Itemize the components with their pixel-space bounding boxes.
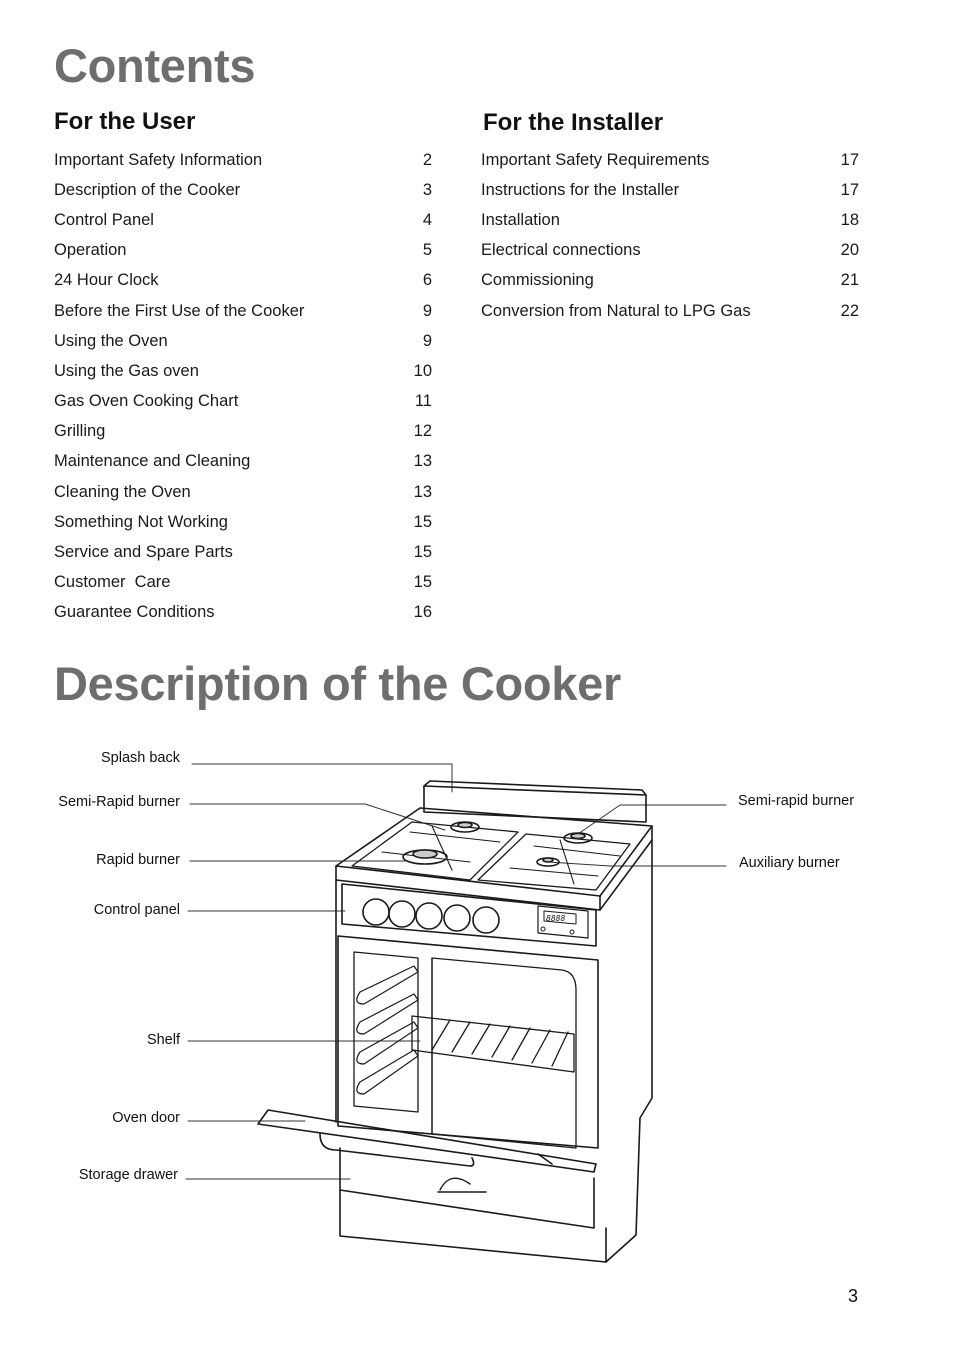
label-semi-rapid-burner-left: Semi-Rapid burner: [58, 794, 180, 810]
label-storage-drawer: Storage drawer: [78, 1167, 178, 1183]
toc-item-page: 18: [840, 210, 859, 229]
toc-item-page: 17: [840, 180, 859, 199]
label-shelf: Shelf: [146, 1032, 180, 1048]
toc-item-label: 24 Hour Clock: [54, 271, 159, 290]
toc-item-label: Commissioning: [481, 271, 594, 290]
label-rapid-burner: Rapid burner: [96, 852, 180, 868]
installer-section-heading: For the Installer: [483, 109, 664, 136]
toc-item-label: Customer Care: [54, 573, 171, 592]
installer-toc-list: [481, 145, 859, 326]
toc-item-label: Instructions for the Installer: [481, 180, 680, 199]
toc-item-page: 20: [840, 241, 859, 260]
control-panel-shape: [342, 884, 596, 946]
description-title: Description of the Cooker: [54, 657, 622, 710]
toc-item[interactable]: [54, 205, 432, 235]
toc-item[interactable]: [54, 236, 432, 266]
toc-item[interactable]: [54, 568, 432, 598]
toc-item-label: Using the Oven: [54, 331, 168, 350]
toc-item-label: Important Safety Information: [54, 150, 263, 169]
toc-item[interactable]: [54, 145, 432, 175]
toc-item-page: 3: [422, 180, 432, 199]
label-splash-back: Splash back: [101, 750, 180, 766]
toc-item-label: Conversion from Natural to LPG Gas: [481, 301, 751, 320]
toc-item-page: 21: [840, 271, 859, 290]
toc-item[interactable]: [54, 477, 432, 507]
toc-item[interactable]: [481, 236, 859, 266]
toc-item-label: Operation: [54, 241, 127, 260]
toc-item-label: Electrical connections: [481, 241, 641, 260]
user-toc-list: [54, 145, 432, 628]
toc-item[interactable]: [54, 447, 432, 477]
toc-item[interactable]: [481, 205, 859, 235]
toc-item[interactable]: [481, 266, 859, 296]
toc-item-label: Something Not Working: [54, 512, 228, 531]
toc-item-label: Guarantee Conditions: [54, 603, 215, 622]
toc-item-page: 22: [840, 301, 859, 320]
toc-item-label: Grilling: [54, 422, 106, 441]
user-section-heading: For the User: [54, 108, 196, 135]
toc-item-page: 13: [413, 482, 432, 501]
toc-item[interactable]: [54, 598, 432, 628]
toc-item-label: Cleaning the Oven: [54, 482, 191, 501]
clock-display-text: 8888: [546, 914, 566, 923]
toc-item-page: 2: [422, 150, 432, 169]
toc-item-label: Description of the Cooker: [54, 180, 241, 199]
toc-item[interactable]: [54, 356, 432, 386]
toc-item[interactable]: [54, 175, 432, 205]
label-control-panel: Control panel: [93, 902, 180, 918]
oven-cavity-shape: [338, 936, 598, 1148]
toc-item[interactable]: [54, 387, 432, 417]
toc-item-page: 15: [413, 573, 432, 592]
toc-item-label: Before the First Use of the Cooker: [54, 301, 305, 320]
toc-item-label: Important Safety Requirements: [481, 150, 710, 169]
toc-item-label: Maintenance and Cleaning: [54, 452, 251, 471]
toc-item-page: 10: [413, 361, 432, 380]
toc-item-label: Control Panel: [54, 210, 154, 229]
label-semi-rapid-burner-right: Semi-rapid burner: [738, 793, 855, 809]
toc-item-page: 5: [422, 241, 432, 260]
page-number: 3: [848, 1286, 859, 1306]
toc-item[interactable]: [54, 266, 432, 296]
toc-item-page: 4: [422, 210, 432, 229]
toc-item-page: 9: [422, 301, 432, 320]
burner-rapid-icon: [403, 850, 447, 864]
toc-item-label: Service and Spare Parts: [54, 543, 233, 562]
toc-item-page: 13: [413, 452, 432, 471]
toc-item[interactable]: [481, 175, 859, 205]
toc-item-label: Gas Oven Cooking Chart: [54, 392, 239, 411]
toc-item[interactable]: [54, 507, 432, 537]
hob-shape: [336, 808, 652, 910]
cooker-diagram: [0, 730, 954, 1290]
shelf-shape: [412, 1016, 574, 1072]
toc-item[interactable]: [481, 145, 859, 175]
toc-item-page: 15: [413, 543, 432, 562]
toc-item-label: Installation: [481, 210, 560, 229]
label-oven-door: Oven door: [112, 1110, 180, 1126]
toc-item-page: 16: [413, 603, 432, 622]
toc-item-page: 6: [422, 271, 432, 290]
label-auxiliary-burner: Auxiliary burner: [739, 855, 840, 871]
cooker-right-edge: [606, 840, 652, 1262]
oven-door-shape: [258, 1110, 596, 1172]
toc-item[interactable]: [54, 537, 432, 567]
contents-title: Contents: [54, 39, 256, 92]
toc-item-label: Using the Gas oven: [54, 361, 199, 380]
toc-item-page: 9: [422, 331, 432, 350]
splash-back-shape: [424, 781, 646, 822]
toc-item-page: 11: [414, 392, 432, 411]
toc-item[interactable]: [54, 326, 432, 356]
toc-item[interactable]: [54, 417, 432, 447]
toc-item-page: 15: [413, 512, 432, 531]
toc-item-page: 17: [840, 150, 859, 169]
burner-semi-rapid-left-icon: [451, 822, 479, 832]
toc-item[interactable]: [481, 296, 859, 326]
toc-item-page: 12: [413, 422, 432, 441]
toc-item[interactable]: [54, 296, 432, 326]
